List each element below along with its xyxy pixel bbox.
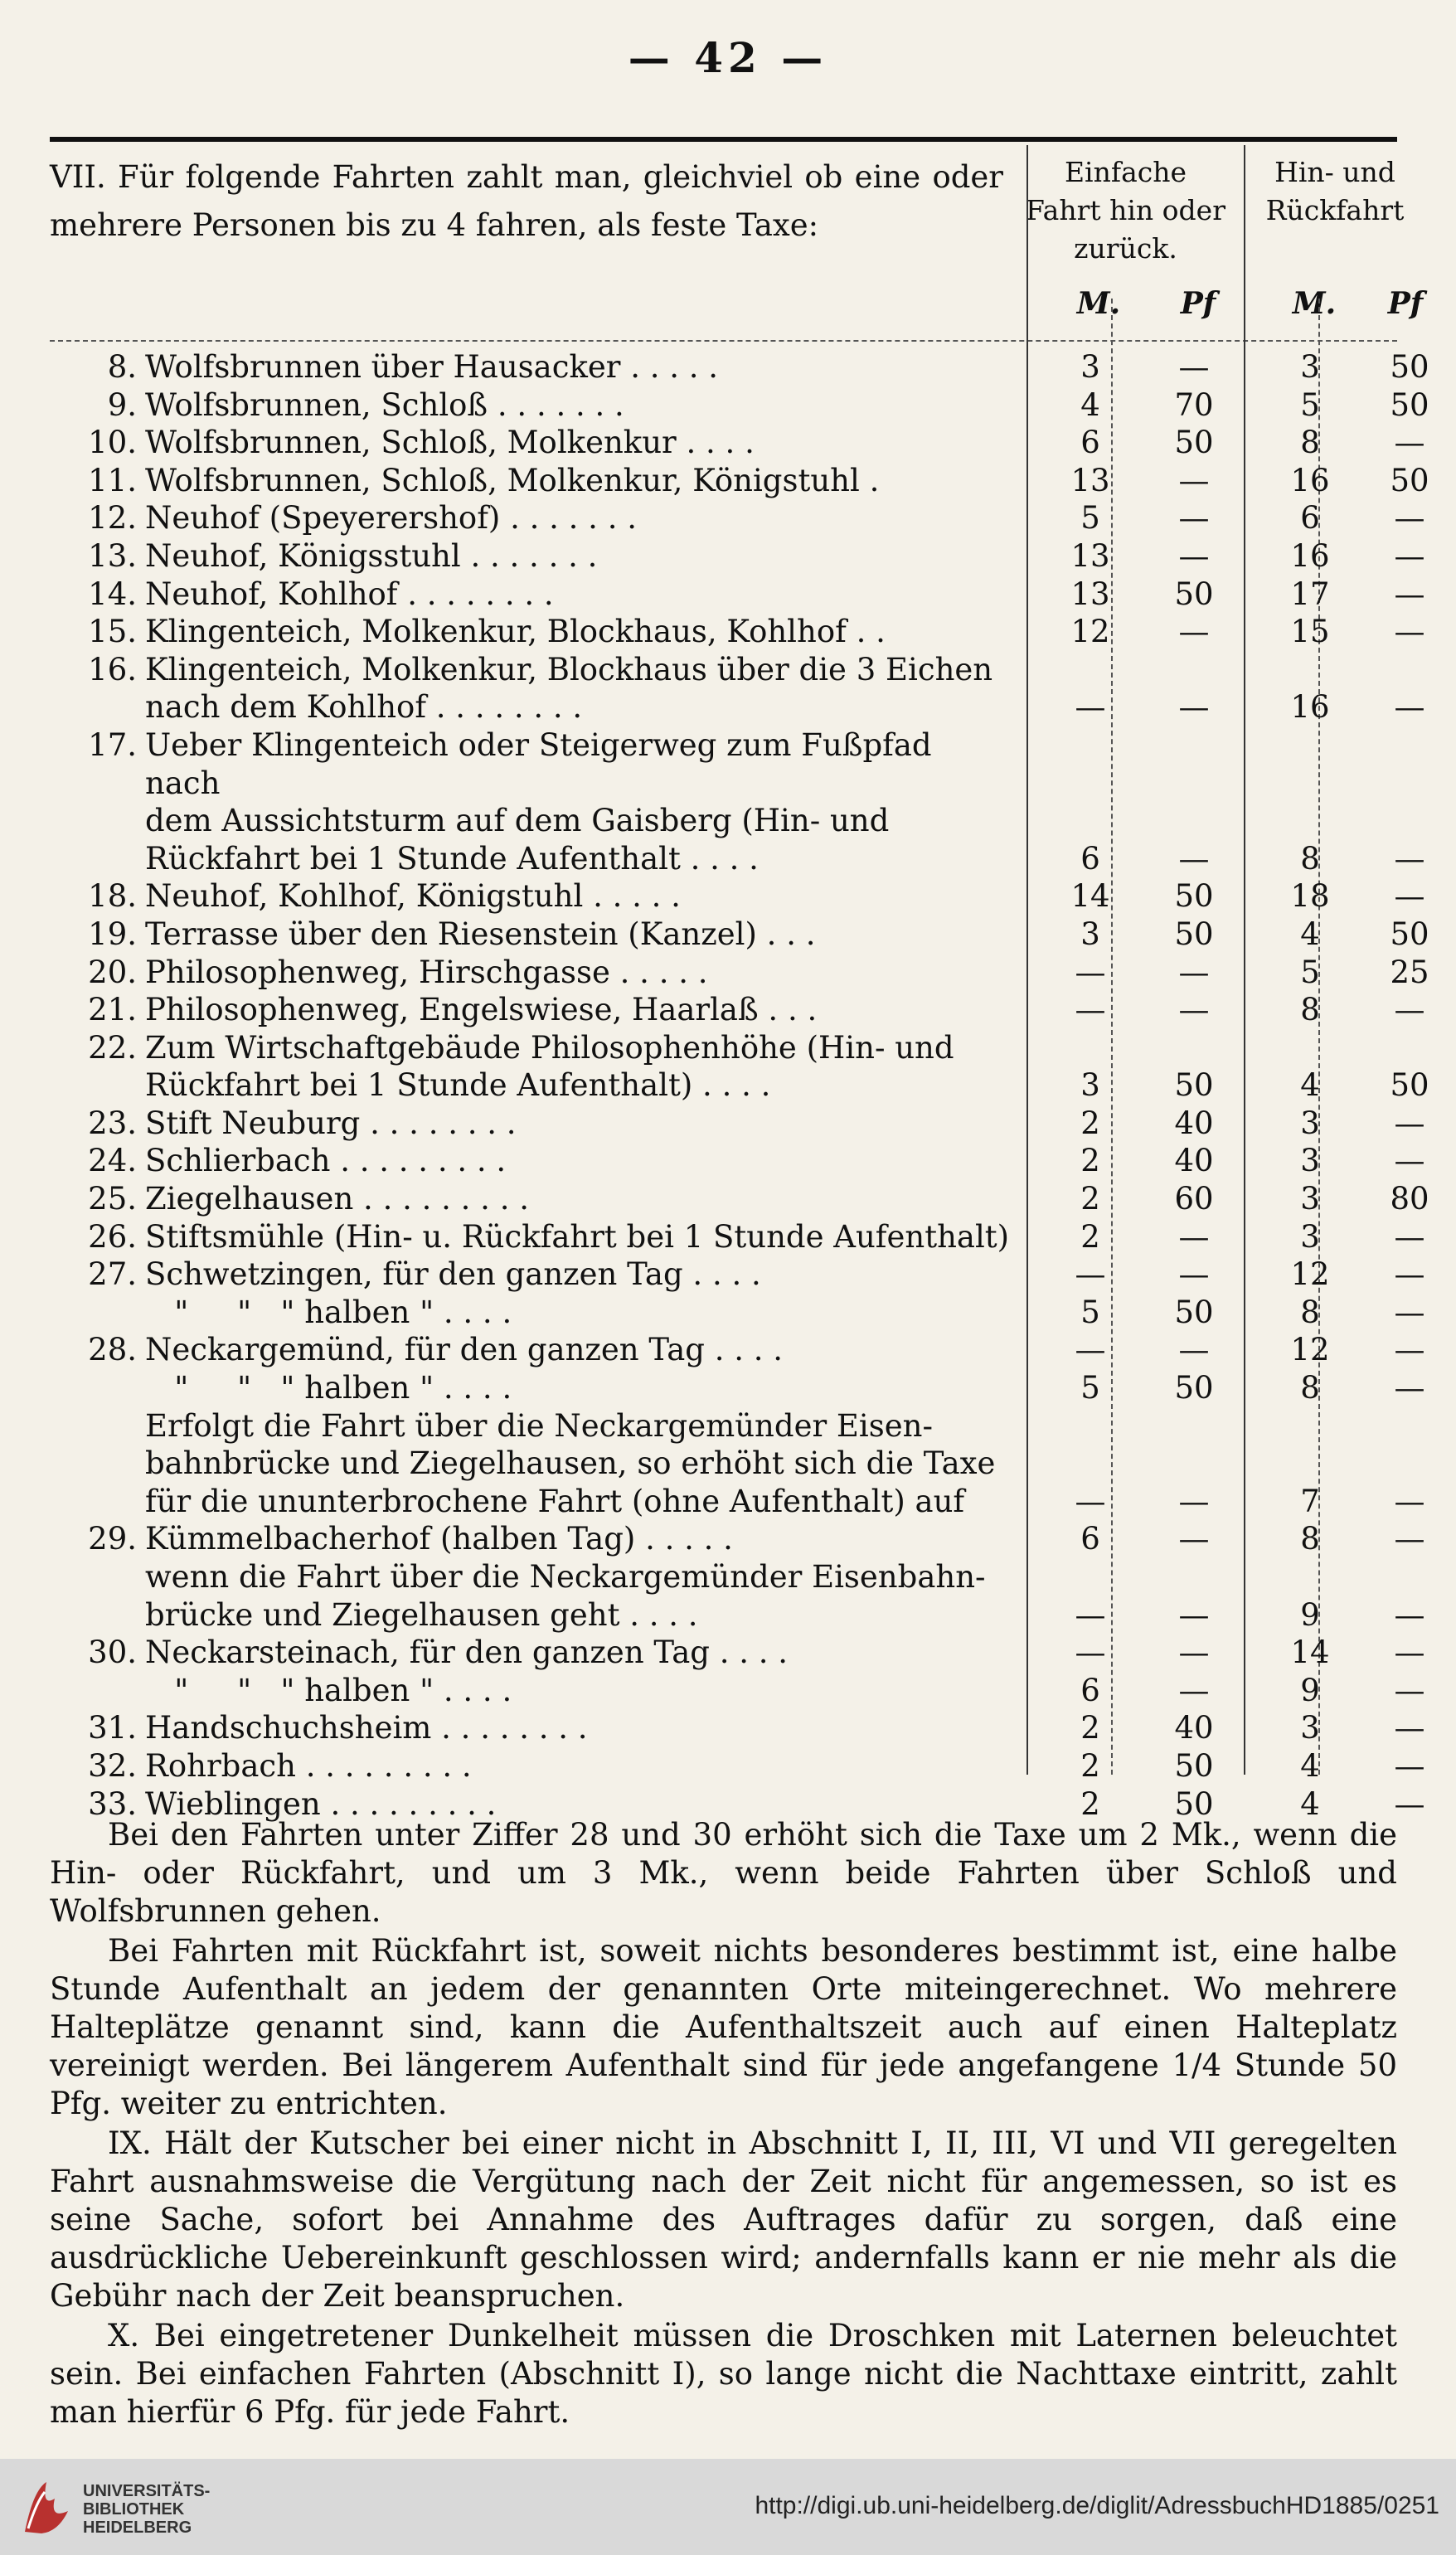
fare-hin-mark: 4: [1300, 916, 1320, 952]
route-description: Neckargemünd, für den ganzen Tag . . . .: [145, 1332, 784, 1368]
fare-cells: [50, 1709, 1425, 1747]
source-url-link[interactable]: http://digi.ub.uni-heidelberg.de/diglit/AdressbuchHD1885/0251: [755, 2492, 1439, 2519]
paragraph: X. Bei eingetretener Dunkelheit müssen die Droschken mit Laternen beleuchtet sein. Bei einfachen Fahrten (Abschnitt I), so lange nicht die Nachttaxe eintritt, zahlt man hierfür 6 Pfg. für jede Fahrt.: [50, 2318, 1397, 2430]
fare-cells: [50, 916, 1429, 954]
table-row: [50, 1709, 1425, 1747]
fare-cells: [50, 1369, 1425, 1407]
fare-einfach-mark: —: [1075, 1483, 1106, 1519]
route-description: Erfolgt die Fahrt über die Neckargemünder Eisen- bahnbrücke und Ziegelhausen, so erhöht sich die Taxe für die ununterbrochene Fahrt (ohne Aufenthalt) auf: [145, 1407, 996, 1519]
table-row: [50, 1672, 1425, 1710]
route-description: wenn die Fahrt über die Neckargemünder Eisenbahn- brücke und Ziegelhausen geht . . . .: [145, 1559, 986, 1633]
fare-cells: [50, 1634, 1425, 1672]
fare-einfach-pf: —: [1178, 614, 1210, 650]
fare-cells: [50, 576, 1425, 614]
fare-hin-mark: 4: [1300, 1067, 1320, 1104]
fare-cells: [50, 1066, 1429, 1105]
fare-hin-mark: 3: [1300, 1218, 1320, 1255]
route-number: 14.: [88, 576, 137, 612]
fare-einfach-pf: 50: [1174, 1067, 1214, 1104]
route-description: Klingenteich, Molkenkur, Blockhaus, Kohlhof . .: [145, 614, 886, 650]
fare-einfach-mark: 5: [1080, 500, 1100, 537]
route-number: 12.: [88, 500, 137, 537]
route-number: 11.: [88, 462, 137, 498]
fare-einfach-pf: —: [1178, 537, 1210, 574]
fare-einfach-mark: 13: [1070, 576, 1110, 612]
fare-hin-mark: 14: [1290, 1635, 1330, 1671]
route-number: 17.: [88, 726, 137, 763]
table-row: [50, 1029, 1429, 1105]
fare-hin-pf: —: [1394, 1747, 1425, 1784]
fare-einfach-pf: —: [1178, 992, 1210, 1028]
fare-hin-mark: 8: [1300, 1521, 1320, 1557]
fare-hin-pf: —: [1394, 1256, 1425, 1293]
fare-einfach-pf: —: [1178, 500, 1210, 537]
paragraph: IX. Hält der Kutscher bei einer nicht in Abschnitt I, II, III, VI und VII geregelten Fahrt ausnahmsweise die Vergütung nach der Zeit nicht für angemessen, so ist es seine Sache, sofort bei Annahme des Auftrages dafür zu sorgen, daß eine ausdrückliche Uebereinkunft geschlossen wird; andernfalls kann er nie mehr als die Gebühr nach der Zeit beanspruchen.: [50, 2125, 1397, 2314]
table-header: [50, 153, 1424, 332]
table-row: [50, 1294, 1425, 1332]
fare-hin-mark: 16: [1290, 689, 1330, 726]
fare-hin-mark: 4: [1300, 1785, 1320, 1822]
route-description: Neuhof, Kohlhof, Königstuhl . . . . .: [145, 878, 681, 915]
fare-einfach-mark: 14: [1070, 878, 1110, 915]
fare-hin-mark: 12: [1290, 1256, 1330, 1293]
fare-cells: [50, 877, 1425, 916]
route-number: 26.: [88, 1218, 137, 1255]
fare-cells: [50, 1596, 1425, 1635]
fare-cells: [50, 348, 1429, 386]
fare-hin-pf: 25: [1390, 954, 1429, 990]
fare-einfach-pf: 70: [1174, 386, 1214, 423]
fare-einfach-mark: 2: [1080, 1143, 1100, 1179]
column-header-hin-rueck: Hin- und Rückfahrt: [1265, 156, 1405, 226]
library-name: [83, 2482, 210, 2537]
fare-hin-pf: —: [1394, 1635, 1425, 1671]
fare-einfach-mark: 3: [1080, 1067, 1100, 1104]
table-row: [50, 462, 1429, 500]
fare-cells: [50, 1520, 1425, 1558]
table-row: [50, 1256, 1425, 1294]
fare-cells: [50, 462, 1429, 500]
fare-hin-mark: 8: [1300, 1294, 1320, 1330]
route-description: Neuhof (Speyerershof) . . . . . . .: [145, 500, 637, 537]
fare-hin-mark: 15: [1290, 614, 1330, 650]
route-description: " " " halben " . . . .: [145, 1294, 512, 1330]
route-description: Wolfsbrunnen, Schloß . . . . . . .: [145, 386, 624, 423]
fare-hin-pf: —: [1394, 537, 1425, 574]
fare-cells: [50, 1294, 1425, 1332]
fare-einfach-mark: 4: [1080, 386, 1100, 423]
fare-hin-mark: 3: [1300, 349, 1320, 385]
fare-hin-pf: —: [1394, 878, 1425, 915]
fare-einfach-mark: —: [1075, 1256, 1106, 1293]
fare-einfach-pf: —: [1178, 1672, 1210, 1708]
route-number: 18.: [88, 878, 137, 915]
fare-hin-mark: 7: [1300, 1483, 1320, 1519]
fare-einfach-pf: 50: [1174, 916, 1214, 952]
route-number: 27.: [88, 1256, 137, 1293]
fare-cells: [50, 537, 1425, 576]
route-number: 21.: [88, 992, 137, 1028]
fare-hin-mark: 4: [1300, 1747, 1320, 1784]
fare-einfach-pf: 60: [1174, 1181, 1214, 1217]
fare-einfach-mark: 3: [1080, 916, 1100, 952]
fare-hin-pf: —: [1394, 1294, 1425, 1330]
table-row: [50, 386, 1429, 425]
fare-einfach-mark: —: [1075, 1635, 1106, 1671]
fare-hin-pf: —: [1394, 1370, 1425, 1406]
route-number: 10.: [88, 425, 137, 461]
route-description: Ueber Klingenteich oder Steigerweg zum Fußpfad nach dem Aussichtsturm auf dem Gaisberg (Hin- und Rückfahrt bei 1 Stunde Aufenthalt . . . .: [145, 726, 932, 877]
route-number: 15.: [88, 614, 137, 650]
fare-einfach-pf: —: [1178, 1635, 1210, 1671]
table-row: [50, 1520, 1425, 1558]
fare-cells: [50, 1218, 1425, 1256]
table-row: [50, 348, 1429, 386]
fare-cells: [50, 424, 1425, 462]
fare-einfach-pf: 50: [1174, 1294, 1214, 1330]
fare-einfach-mark: 2: [1080, 1105, 1100, 1141]
fare-cells: [50, 1105, 1425, 1143]
fare-hin-mark: 16: [1290, 462, 1330, 498]
table-row: [50, 916, 1429, 954]
route-description: " " " halben " . . . .: [145, 1672, 512, 1708]
fare-einfach-pf: —: [1178, 1332, 1210, 1368]
unit-row: [50, 286, 1424, 328]
regulation-text: [50, 1816, 1397, 2433]
fare-einfach-mark: 13: [1070, 462, 1110, 498]
unit-pf-hin: Pf: [1387, 286, 1424, 321]
fare-einfach-pf: —: [1178, 689, 1210, 726]
fare-einfach-pf: —: [1178, 1256, 1210, 1293]
fare-einfach-pf: 50: [1174, 1747, 1214, 1784]
fare-hin-pf: —: [1394, 576, 1425, 612]
fare-hin-pf: —: [1394, 1105, 1425, 1141]
fare-hin-pf: —: [1394, 425, 1425, 461]
route-number: 30.: [88, 1635, 137, 1671]
table-row: [50, 1369, 1425, 1407]
route-description: Neuhof, Kohlhof . . . . . . . .: [145, 576, 554, 612]
fare-hin-mark: 12: [1290, 1332, 1330, 1368]
route-number: 24.: [88, 1143, 137, 1179]
fare-hin-pf: —: [1394, 1332, 1425, 1368]
route-description: Wieblingen . . . . . . . . .: [145, 1785, 497, 1822]
fare-einfach-mark: —: [1075, 1332, 1106, 1368]
fare-einfach-mark: 6: [1080, 840, 1100, 877]
fare-hin-mark: 5: [1300, 386, 1320, 423]
route-description: Schwetzingen, für den ganzen Tag . . . .: [145, 1256, 761, 1293]
library-line-3: HEIDELBERG: [83, 2519, 192, 2537]
table-row: [50, 1142, 1425, 1180]
table-row: [50, 954, 1429, 992]
fare-einfach-mark: 6: [1080, 1521, 1100, 1557]
fare-hin-mark: 5: [1300, 954, 1320, 990]
fare-einfach-pf: —: [1178, 349, 1210, 385]
route-number: 22.: [88, 1029, 137, 1066]
fare-einfach-mark: —: [1075, 689, 1106, 726]
route-number: 13.: [88, 537, 137, 574]
fare-hin-pf: —: [1394, 1218, 1425, 1255]
paragraph: Bei Fahrten mit Rückfahrt ist, soweit nichts besonderes bestimmt ist, eine halbe Stunde Aufenthalt an jedem der genannten Orte miteingerechnet. Wo mehrere Halteplätze genannt sind, kann die Aufenthaltszeit auch auf einen Halteplatz vereinigt werden. Bei längerem Aufenthalt sind für jede angefangene 1/4 Stunde 50 Pfg. weiter zu entrichten.: [50, 1933, 1397, 2121]
table-row: [50, 499, 1425, 537]
unit-pf-einfach: Pf: [1180, 286, 1216, 321]
fare-hin-pf: 50: [1390, 916, 1429, 952]
fare-einfach-mark: 13: [1070, 537, 1110, 574]
fare-einfach-mark: 5: [1080, 1370, 1100, 1406]
fare-hin-pf: —: [1394, 1672, 1425, 1708]
fare-cells: [50, 1180, 1429, 1218]
fare-cells: [50, 1483, 1425, 1521]
fare-cells: [50, 1672, 1425, 1710]
fare-cells: [50, 1142, 1425, 1180]
fare-hin-mark: 16: [1290, 537, 1330, 574]
route-description: " " " halben " . . . .: [145, 1370, 512, 1406]
route-description: Philosophenweg, Engelswiese, Haarlaß . . .: [145, 992, 818, 1028]
fare-einfach-pf: 50: [1174, 425, 1214, 461]
fare-einfach-mark: 2: [1080, 1218, 1100, 1255]
route-description: Stift Neuburg . . . . . . . .: [145, 1105, 517, 1141]
fare-einfach-pf: 50: [1174, 1370, 1214, 1406]
fare-einfach-pf: —: [1178, 954, 1210, 990]
fare-cells: [50, 1747, 1425, 1785]
fare-einfach-mark: —: [1075, 1596, 1106, 1633]
table-row: [50, 537, 1425, 576]
table-row: [50, 424, 1425, 462]
table-row: [50, 991, 1425, 1029]
route-description: Wolfsbrunnen, Schloß, Molkenkur, Königstuhl .: [145, 462, 880, 498]
fare-hin-pf: —: [1394, 500, 1425, 537]
fare-hin-mark: 8: [1300, 1370, 1320, 1406]
fare-hin-mark: 18: [1290, 878, 1330, 915]
fare-einfach-pf: —: [1178, 462, 1210, 498]
fare-hin-pf: —: [1394, 1483, 1425, 1519]
table-row: [50, 877, 1425, 916]
fare-hin-pf: —: [1394, 1521, 1425, 1557]
fare-einfach-pf: —: [1178, 840, 1210, 877]
fare-hin-pf: 80: [1390, 1181, 1429, 1217]
fare-hin-mark: 8: [1300, 840, 1320, 877]
table-row: [50, 613, 1425, 651]
fare-einfach-pf: 40: [1174, 1710, 1214, 1746]
route-number: 19.: [88, 916, 137, 952]
table-row: [50, 1634, 1425, 1672]
fare-einfach-mark: —: [1075, 954, 1106, 990]
fare-cells: [50, 613, 1425, 651]
fare-cells: [50, 688, 1425, 726]
fare-einfach-mark: 6: [1080, 1672, 1100, 1708]
route-number: 8.: [107, 349, 137, 385]
fare-hin-mark: 9: [1300, 1672, 1320, 1708]
fare-hin-mark: 8: [1300, 425, 1320, 461]
route-table: [50, 348, 1429, 1823]
fare-einfach-mark: 2: [1080, 1710, 1100, 1746]
fare-einfach-mark: 2: [1080, 1181, 1100, 1217]
fare-hin-pf: —: [1394, 840, 1425, 877]
fare-einfach-mark: 3: [1080, 349, 1100, 385]
route-number: 31.: [88, 1710, 137, 1746]
route-description: Neckarsteinach, für den ganzen Tag . . . .: [145, 1635, 789, 1671]
fare-hin-mark: 8: [1300, 992, 1320, 1028]
column-header-einfach: Einfache Fahrt hin oder zurück.: [1026, 156, 1225, 265]
fare-einfach-pf: 50: [1174, 576, 1214, 612]
fare-cells: [50, 1331, 1425, 1369]
fare-einfach-pf: 50: [1174, 1785, 1214, 1822]
fare-hin-mark: 3: [1300, 1181, 1320, 1217]
route-description: Zum Wirtschaftgebäude Philosophenhöhe (Hin- und Rückfahrt bei 1 Stunde Aufenthalt) . . . .: [145, 1029, 954, 1104]
table-row: [50, 1558, 1425, 1634]
fare-cells: [50, 991, 1425, 1029]
fare-hin-mark: 6: [1300, 500, 1320, 537]
fare-einfach-pf: —: [1178, 1596, 1210, 1633]
route-number: 29.: [88, 1521, 137, 1557]
fare-cells: [50, 386, 1429, 425]
route-description: Schlierbach . . . . . . . . .: [145, 1143, 507, 1179]
route-description: Handschuchsheim . . . . . . . .: [145, 1710, 588, 1746]
fare-cells: [50, 840, 1425, 878]
library-line-2: BIBLIOTHEK: [83, 2500, 185, 2519]
table-row: [50, 1218, 1425, 1256]
table-row: [50, 1407, 1425, 1521]
fare-hin-pf: —: [1394, 1596, 1425, 1633]
fare-einfach-pf: 40: [1174, 1143, 1214, 1179]
fare-hin-pf: —: [1394, 992, 1425, 1028]
fare-hin-mark: 9: [1300, 1596, 1320, 1633]
fare-einfach-pf: 50: [1174, 878, 1214, 915]
fare-einfach-pf: —: [1178, 1483, 1210, 1519]
fare-einfach-pf: —: [1178, 1521, 1210, 1557]
fare-hin-mark: 17: [1290, 576, 1330, 612]
fare-hin-pf: —: [1394, 614, 1425, 650]
fare-hin-pf: —: [1394, 1785, 1425, 1822]
route-description: Ziegelhausen . . . . . . . . .: [145, 1181, 529, 1217]
fare-hin-pf: 50: [1390, 386, 1429, 423]
fare-einfach-pf: 40: [1174, 1105, 1214, 1141]
table-row: [50, 1331, 1425, 1369]
fare-einfach-mark: 12: [1070, 614, 1110, 650]
route-number: 25.: [88, 1181, 137, 1217]
fare-hin-pf: —: [1394, 689, 1425, 726]
route-number: 33.: [88, 1785, 137, 1822]
fare-einfach-pf: —: [1178, 1218, 1210, 1255]
unit-mark-hin: M.: [1292, 286, 1337, 321]
fare-einfach-mark: 2: [1080, 1747, 1100, 1784]
header-rule: [50, 340, 1397, 342]
unit-mark-einfach: M.: [1076, 286, 1121, 321]
library-line-1: UNIVERSITÄTS-: [83, 2482, 211, 2500]
fare-hin-pf: 50: [1390, 1067, 1429, 1104]
fare-einfach-mark: 5: [1080, 1294, 1100, 1330]
fare-hin-mark: 3: [1300, 1710, 1320, 1746]
route-description: Neuhof, Königsstuhl . . . . . . .: [145, 537, 598, 574]
route-number: 28.: [88, 1332, 137, 1368]
route-description: Stiftsmühle (Hin- u. Rückfahrt bei 1 Stunde Aufenthalt): [145, 1218, 1010, 1255]
fare-hin-pf: 50: [1390, 349, 1429, 385]
route-description: Wolfsbrunnen über Hausacker . . . . .: [145, 349, 719, 385]
fare-cells: [50, 1256, 1425, 1294]
route-description: Rohrbach . . . . . . . . .: [145, 1747, 472, 1784]
table-row: [50, 1180, 1429, 1218]
route-number: 20.: [88, 954, 137, 990]
route-number: 23.: [88, 1105, 137, 1141]
library-logo-icon: [17, 2474, 76, 2540]
section-vii-intro: VII. Für folgende Fahrten zahlt man, gleichviel ob eine oder mehrere Personen bis zu 4 fahren, als feste Taxe:: [50, 159, 1003, 243]
route-description: Terrasse über den Riesenstein (Kanzel) . . .: [145, 916, 816, 952]
footer-bar: [0, 2459, 1456, 2555]
route-description: Kümmelbacherhof (halben Tag) . . . . .: [145, 1521, 733, 1557]
route-description: Wolfsbrunnen, Schloß, Molkenkur . . . .: [145, 425, 755, 461]
route-description: Philosophenweg, Hirschgasse . . . . .: [145, 954, 708, 990]
fare-einfach-mark: 6: [1080, 425, 1100, 461]
route-number: 16.: [88, 651, 137, 687]
top-rule: [50, 137, 1397, 142]
fare-cells: [50, 954, 1429, 992]
fare-hin-mark: 3: [1300, 1143, 1320, 1179]
route-description: Klingenteich, Molkenkur, Blockhaus über die 3 Eichen nach dem Kohlhof . . . . . . . .: [145, 651, 993, 726]
paragraph: Bei den Fahrten unter Ziffer 28 und 30 erhöht sich die Taxe um 2 Mk., wenn die Hin- oder Rückfahrt, und um 3 Mk., wenn beide Fahrten über Schloß und Wolfsbrunnen gehen.: [50, 1817, 1397, 1929]
route-number: 9.: [107, 386, 137, 423]
fare-einfach-mark: —: [1075, 992, 1106, 1028]
table-row: [50, 726, 1425, 877]
fare-hin-mark: 3: [1300, 1105, 1320, 1141]
fare-cells: [50, 499, 1425, 537]
table-row: [50, 651, 1425, 726]
table-row: [50, 1105, 1425, 1143]
fare-hin-pf: —: [1394, 1143, 1425, 1179]
table-row: [50, 576, 1425, 614]
table-row: [50, 1747, 1425, 1785]
route-number: 32.: [88, 1747, 137, 1784]
page-number: — 42 —: [628, 33, 828, 82]
fare-hin-pf: 50: [1390, 462, 1429, 498]
fare-einfach-mark: 2: [1080, 1785, 1100, 1822]
fare-hin-pf: —: [1394, 1710, 1425, 1746]
